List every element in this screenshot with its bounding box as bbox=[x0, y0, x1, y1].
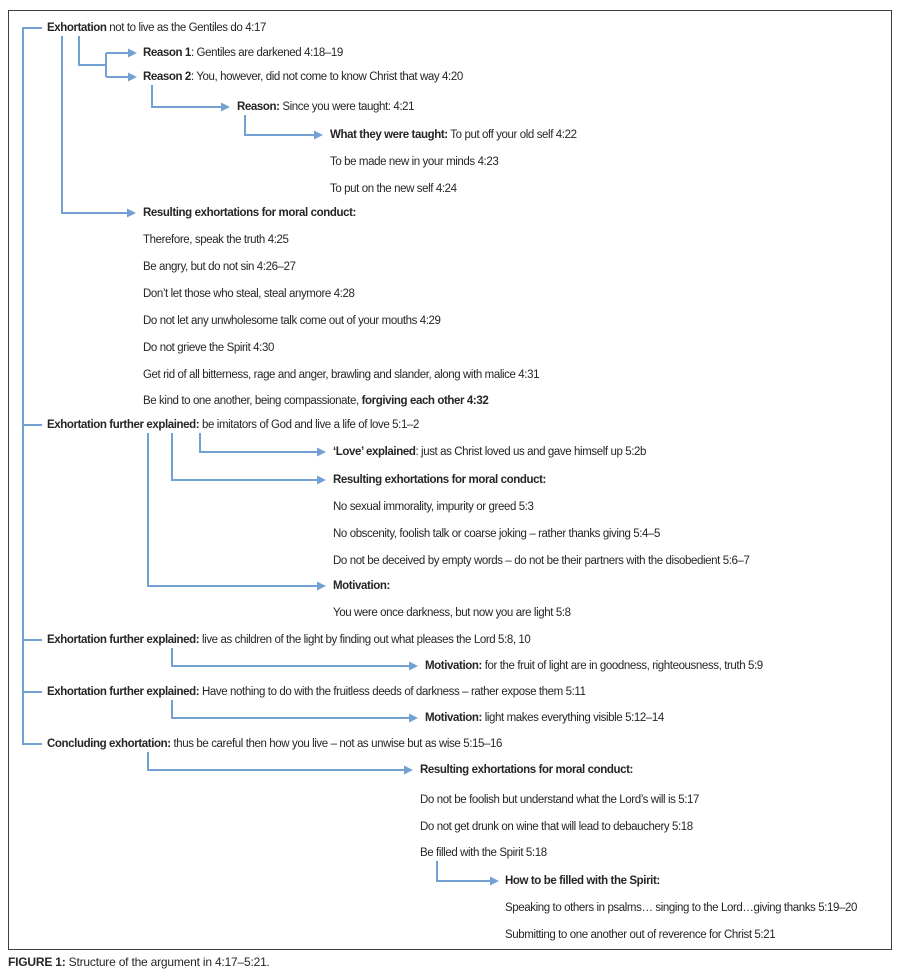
node-reason-4-21 bbox=[237, 100, 414, 114]
node-4-26-27 bbox=[143, 260, 296, 274]
node-text-bold: Motivation: bbox=[333, 580, 390, 592]
node-text: You were once darkness, but now you are light 5:8 bbox=[333, 607, 571, 619]
node-text-bold: Reason: bbox=[237, 101, 280, 113]
figure-caption-label: FIGURE 1: bbox=[8, 955, 66, 969]
node-text: To put off your old self 4:22 bbox=[447, 129, 577, 141]
node-motivation-header-5-8 bbox=[333, 579, 390, 593]
node-further-explained-5-1-2 bbox=[47, 418, 419, 432]
node-text: No obscenity, foolish talk or coarse joking – rather thanks giving 5:4–5 bbox=[333, 528, 661, 540]
node-5-6-7 bbox=[333, 554, 750, 568]
node-5-19-20 bbox=[505, 901, 857, 915]
node-text-bold: Exhortation further explained: bbox=[47, 634, 200, 646]
node-text-bold: Motivation: bbox=[425, 712, 482, 724]
node-text: Speaking to others in psalms… singing to the Lord…giving thanks 5:19–20 bbox=[505, 902, 857, 914]
node-4-31 bbox=[143, 368, 539, 382]
node-exhortation-4-17 bbox=[47, 21, 266, 35]
node-text: Don’t let those who steal, steal anymore 4:28 bbox=[143, 288, 355, 300]
node-5-8 bbox=[333, 606, 571, 620]
node-text: Have nothing to do with the fruitless deeds of darkness – rather expose them 5:11 bbox=[199, 686, 586, 698]
node-text-bold: How to be filled with the Spirit: bbox=[505, 875, 660, 887]
node-text: : Gentiles are darkened 4:18–19 bbox=[190, 47, 343, 59]
node-further-explained-5-8-10 bbox=[47, 633, 530, 647]
node-how-filled-header bbox=[505, 874, 660, 888]
node-text-bold: Exhortation further explained: bbox=[47, 419, 200, 431]
node-text-bold: Reason 1 bbox=[143, 47, 191, 59]
node-text-bold: Exhortation bbox=[47, 22, 107, 34]
node-motivation-5-12-14 bbox=[425, 711, 664, 725]
node-text: Be angry, but do not sin 4:26–27 bbox=[143, 261, 296, 273]
node-text: Do not be deceived by empty words – do not be their partners with the disobedient 5:6–7 bbox=[333, 555, 750, 567]
node-text: Therefore, speak the truth 4:25 bbox=[143, 234, 289, 246]
node-motivation-5-9 bbox=[425, 659, 763, 673]
node-moral-conduct-header-2 bbox=[333, 473, 546, 487]
node-5-17 bbox=[420, 793, 699, 807]
node-taught-4-23 bbox=[330, 155, 498, 169]
node-text: Do not grieve the Spirit 4:30 bbox=[143, 342, 274, 354]
node-text: not to live as the Gentiles do 4:17 bbox=[106, 22, 266, 34]
node-text: light makes everything visible 5:12–14 bbox=[481, 712, 664, 724]
node-text: : just as Christ loved us and gave himself up 5:2b bbox=[415, 446, 647, 458]
node-text: live as children of the light by finding out what pleases the Lord 5:8, 10 bbox=[199, 634, 531, 646]
node-5-21 bbox=[505, 928, 775, 942]
node-text: : You, however, did not come to know Christ that way 4:20 bbox=[190, 71, 463, 83]
node-text-bold: ‘Love’ explained bbox=[333, 446, 416, 458]
node-text: thus be careful then how you live – not as unwise but as wise 5:15–16 bbox=[170, 738, 502, 750]
node-5-18-wine bbox=[420, 820, 693, 834]
node-4-29 bbox=[143, 314, 441, 328]
node-moral-conduct-header-3 bbox=[420, 763, 633, 777]
node-love-explained-5-2b bbox=[333, 445, 646, 459]
node-5-18-spirit bbox=[420, 846, 547, 860]
node-taught-4-24 bbox=[330, 182, 457, 196]
node-text-bold-tail: forgiving each other 4:32 bbox=[361, 395, 489, 407]
node-text: be imitators of God and live a life of love 5:1–2 bbox=[199, 419, 419, 431]
node-further-explained-5-11 bbox=[47, 685, 586, 699]
node-taught-4-22 bbox=[330, 128, 577, 142]
node-text: for the fruit of light are in goodness, righteousness, truth 5:9 bbox=[481, 660, 763, 672]
node-concluding-5-15-16 bbox=[47, 737, 502, 751]
node-reason-2-4-20 bbox=[143, 70, 463, 84]
node-4-32 bbox=[143, 394, 488, 408]
node-4-28 bbox=[143, 287, 355, 301]
figure-caption-text: Structure of the argument in 4:17–5:21. bbox=[65, 955, 270, 969]
node-text: Submitting to one another out of reverence for Christ 5:21 bbox=[505, 929, 776, 941]
node-text: Do not be foolish but understand what the Lord’s will is 5:17 bbox=[420, 794, 700, 806]
node-text-bold: Reason 2 bbox=[143, 71, 191, 83]
node-5-3 bbox=[333, 500, 534, 514]
node-text: No sexual immorality, impurity or greed 5:3 bbox=[333, 501, 534, 513]
node-text-bold: Motivation: bbox=[425, 660, 482, 672]
node-text-bold: What they were taught: bbox=[330, 129, 448, 141]
node-moral-conduct-header-1 bbox=[143, 206, 356, 220]
node-text: Do not get drunk on wine that will lead to debauchery 5:18 bbox=[420, 821, 693, 833]
node-text: Since you were taught: 4:21 bbox=[279, 101, 415, 113]
node-text-bold: Exhortation further explained: bbox=[47, 686, 200, 698]
node-text: To be made new in your minds 4:23 bbox=[330, 156, 499, 168]
node-text: Get rid of all bitterness, rage and anger, brawling and slander, along with malice 4:31 bbox=[143, 369, 540, 381]
node-reason-1-4-18-19 bbox=[143, 46, 343, 60]
node-5-4-5 bbox=[333, 527, 660, 541]
node-text-bold: Resulting exhortations for moral conduct: bbox=[333, 474, 546, 486]
node-text: To put on the new self 4:24 bbox=[330, 183, 457, 195]
node-text-bold: Concluding exhortation: bbox=[47, 738, 171, 750]
node-text-bold: Resulting exhortations for moral conduct: bbox=[420, 764, 633, 776]
node-text: Be kind to one another, being compassionate, bbox=[143, 395, 362, 407]
figure-caption bbox=[8, 955, 270, 969]
node-4-25 bbox=[143, 233, 289, 247]
node-text-bold: Resulting exhortations for moral conduct: bbox=[143, 207, 356, 219]
node-text: Do not let any unwholesome talk come out of your mouths 4:29 bbox=[143, 315, 441, 327]
node-text: Be filled with the Spirit 5:18 bbox=[420, 847, 547, 859]
node-4-30 bbox=[143, 341, 274, 355]
